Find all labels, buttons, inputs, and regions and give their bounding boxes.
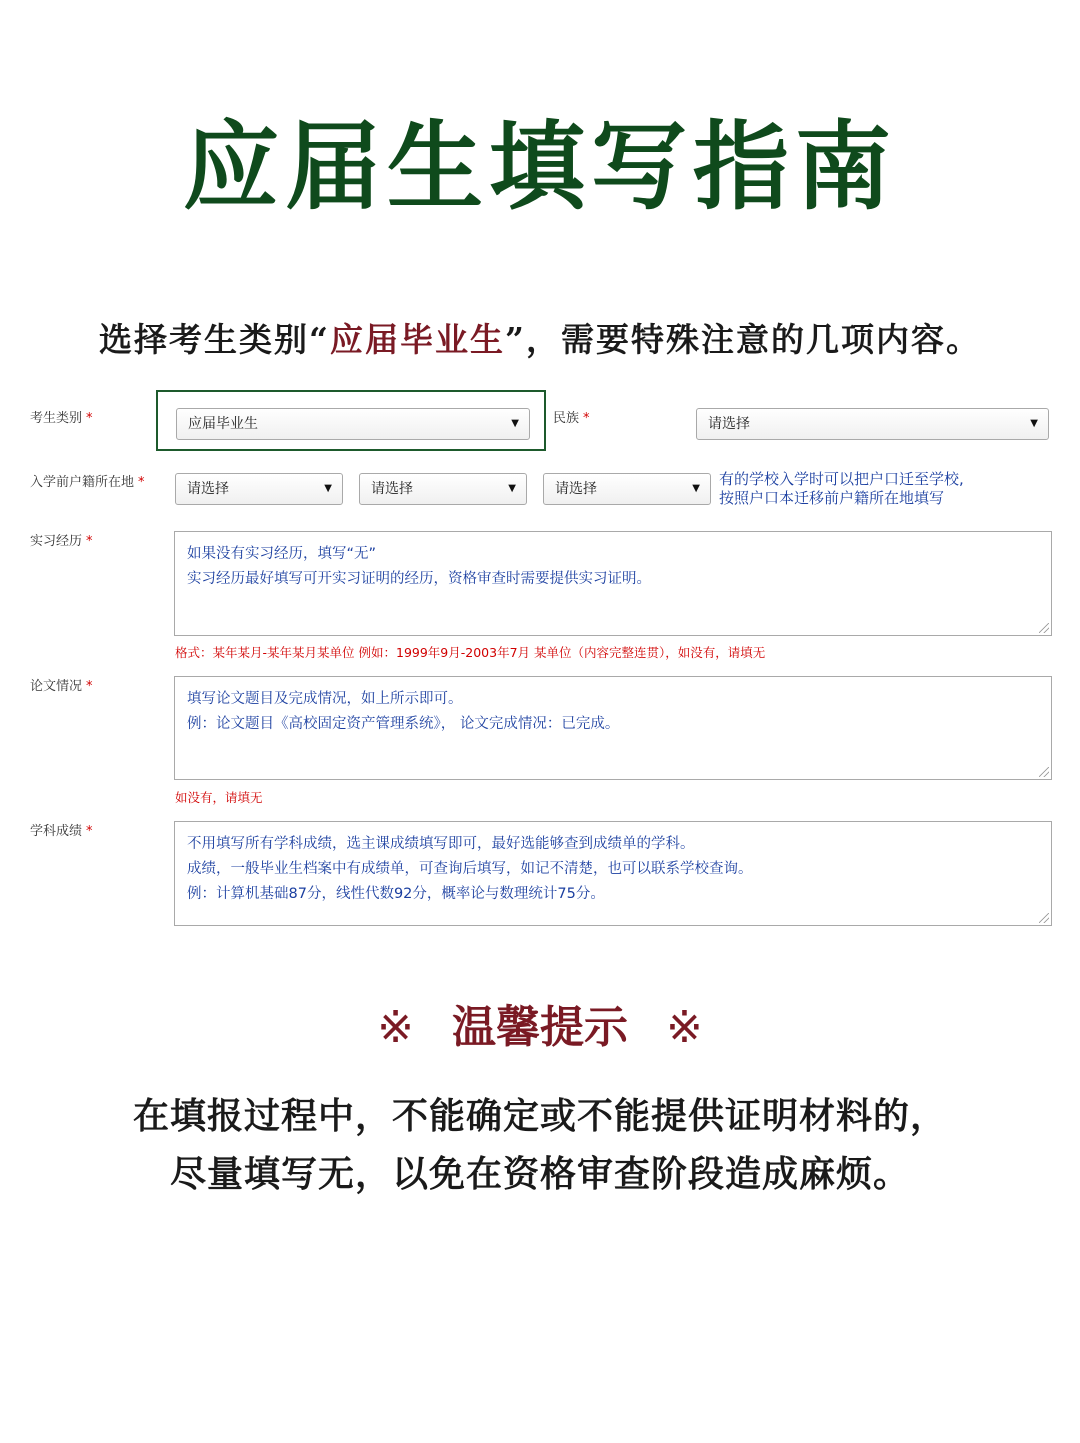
required-mark: * (138, 475, 145, 490)
internship-format-hint: 格式：某年某月-某年某月某单位 例如：1999年9月-2003年7月 某单位（内容完整连贯），如没有，请填无 (175, 645, 766, 660)
reference-mark-icon: ※ (377, 1002, 414, 1053)
household-city-value: 请选择 (371, 481, 413, 497)
ethnicity-label (553, 410, 590, 428)
household-label-text: 入学前户籍所在地 (30, 475, 135, 490)
grades-label-text: 学科成绩 (30, 824, 83, 839)
chevron-down-icon: ▼ (324, 483, 332, 494)
grades-text-line: 不用填写所有学科成绩，选主课成绩填写即可，最好选能够查到成绩单的学科。 (187, 836, 695, 852)
subtitle-highlight: 应届毕业生 (330, 320, 505, 359)
category-select[interactable] (176, 408, 530, 440)
internship-textarea[interactable] (174, 531, 1052, 636)
household-province-select[interactable] (175, 473, 343, 505)
reference-mark-icon: ※ (666, 1002, 703, 1053)
tips-title: 温馨提示 (452, 1002, 628, 1053)
internship-text-line: 如果没有实习经历，填写“无” (187, 546, 377, 562)
page-title: 应届生填写指南 (183, 110, 897, 223)
grades-text-line: 例：计算机基础87分，线性代数92分，概率论与数理统计75分。 (187, 886, 605, 902)
chevron-down-icon: ▼ (511, 418, 519, 429)
household-note (719, 470, 1049, 508)
chevron-down-icon: ▼ (1030, 418, 1038, 429)
grades-label (30, 823, 93, 841)
tips-body (0, 1087, 1080, 1203)
ethnicity-label-text: 民族 (553, 411, 580, 426)
resize-handle-icon[interactable] (1039, 623, 1049, 633)
thesis-textarea[interactable] (174, 676, 1052, 780)
resize-handle-icon[interactable] (1039, 767, 1049, 777)
grades-textarea[interactable] (174, 821, 1052, 926)
required-mark: * (86, 411, 93, 426)
thesis-text-line: 例：论文题目《高校固定资产管理系统》， 论文完成情况：已完成。 (187, 716, 620, 732)
tips-heading (0, 998, 1080, 1058)
thesis-label-text: 论文情况 (30, 679, 83, 694)
tips-line: 在填报过程中，不能确定或不能提供证明材料的， (132, 1095, 947, 1137)
category-label (30, 410, 93, 428)
chevron-down-icon: ▼ (692, 483, 700, 494)
thesis-hint: 如没有，请填无 (175, 790, 263, 805)
internship-label (30, 533, 93, 551)
tips-line: 尽量填写无，以免在资格审查阶段造成麻烦。 (169, 1153, 910, 1195)
subtitle-suffix: ”，需要特殊注意的几项内容。 (505, 320, 981, 359)
ethnicity-select-value: 请选择 (708, 416, 750, 432)
thesis-text-line: 填写论文题目及完成情况，如上所示即可。 (187, 691, 463, 707)
household-district-value: 请选择 (555, 481, 597, 497)
category-label-text: 考生类别 (30, 411, 83, 426)
internship-label-text: 实习经历 (30, 534, 83, 549)
internship-text-line: 实习经历最好填写可开实习证明的经历，资格审查时需要提供实习证明。 (187, 571, 651, 587)
required-mark: * (86, 679, 93, 694)
thesis-label (30, 678, 93, 696)
resize-handle-icon[interactable] (1039, 913, 1049, 923)
household-note-line: 有的学校入学时可以把户口迁至学校, (719, 470, 964, 488)
household-note-line: 按照户口本迁移前户籍所在地填写 (719, 489, 945, 507)
household-label (30, 474, 145, 492)
household-district-select[interactable] (543, 473, 711, 505)
ethnicity-select[interactable] (696, 408, 1049, 440)
required-mark: * (86, 534, 93, 549)
subtitle (0, 316, 1080, 364)
required-mark: * (86, 824, 93, 839)
required-mark: * (583, 411, 590, 426)
household-city-select[interactable] (359, 473, 527, 505)
chevron-down-icon: ▼ (508, 483, 516, 494)
household-province-value: 请选择 (187, 481, 229, 497)
grades-text-line: 成绩，一般毕业生档案中有成绩单，可查询后填写，如记不清楚，也可以联系学校查询。 (187, 861, 753, 877)
subtitle-prefix: 选择考生类别“ (99, 320, 330, 359)
category-select-value: 应届毕业生 (188, 416, 258, 432)
